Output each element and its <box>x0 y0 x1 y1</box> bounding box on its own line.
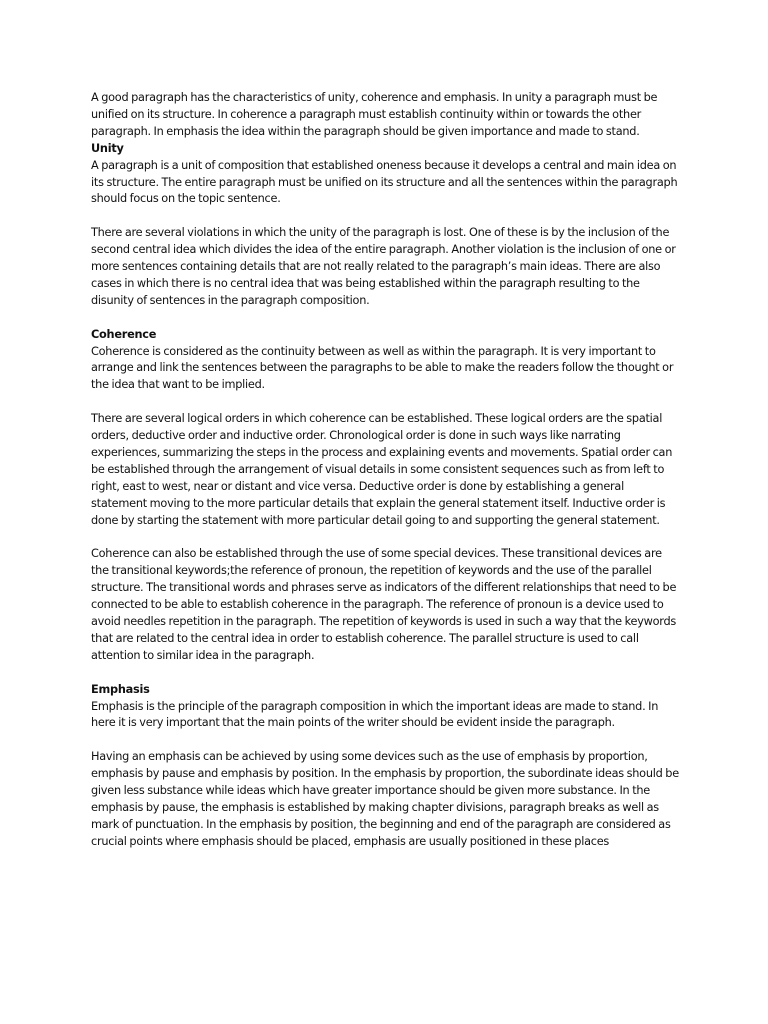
document-page <box>91 90 681 851</box>
paragraph-spacer <box>91 310 681 327</box>
emphasis-heading: Emphasis <box>91 682 150 696</box>
coherence-paragraph-2: There are several logical orders in which coherence can be established. These logical orders are the spatial orders, deductive order and inductive order. Chronological order is done in such ways like narrating experiences, summarizing the steps in the process and explaining events and movements. Spatial order can be established through the arrangement of visual details in some consistent sequences such as from left to right, east to west, near or distant and vice versa. Deductive order is done by establishing a general statement moving to the more particular details that explain the general statement itself. Inductive order is done by starting the statement with more particular detail going to and supporting the general statement. <box>91 412 673 527</box>
paragraph-spacer <box>91 732 681 749</box>
paragraph-spacer <box>91 530 681 547</box>
coherence-heading: Coherence <box>91 327 157 341</box>
paragraph-spacer <box>91 394 681 411</box>
coherence-paragraph-3: Coherence can also be established through the use of some special devices. These transitional devices are the transitional keywords;the reference of pronoun, the repetition of keywords and the use of the parallel structure. The transitional words and phrases serve as indicators of the different relationships that need to be connected to be able to establish coherence in the paragraph. The reference of pronoun is a device used to avoid needles repetition in the paragraph. The repetition of keywords is used in such a way that the keywords that are related to the central idea in order to establish coherence. The parallel structure is used to call attention to similar idea in the paragraph. <box>91 547 677 662</box>
emphasis-paragraph-2: Having an emphasis can be achieved by using some devices such as the use of emphasis by proportion, emphasis by pause and emphasis by position. In the emphasis by proportion, the subordinate ideas should be given less substance while ideas which have greater importance should be given more substance. In the emphasis by pause, the emphasis is established by making chapter divisions, paragraph breaks as well as mark of punctuation. In the emphasis by position, the beginning and end of the paragraph are considered as crucial points where emphasis should be placed, emphasis are usually positioned in these places <box>91 750 679 848</box>
intro-paragraph: A good paragraph has the characteristics of unity, coherence and emphasis. In unity a paragraph must be unified on its structure. In coherence a paragraph must establish continuity within or towards the other paragraph. In emphasis the idea within the paragraph should be given importance and made to stand. <box>91 91 658 138</box>
paragraph-spacer <box>91 665 681 682</box>
unity-heading: Unity <box>91 141 124 155</box>
paragraph-spacer <box>91 208 681 225</box>
unity-paragraph-2: There are several violations in which the unity of the paragraph is lost. One of these is by the inclusion of the second central idea which divides the idea of the entire paragraph. Another violation is the inclusion of one or more sentences containing details that are not really related to the paragraph’s main ideas. There are also cases in which there is no central idea that was being established within the paragraph resulting to the disunity of sentences in the paragraph composition. <box>91 226 676 307</box>
unity-paragraph-1: A paragraph is a unit of composition that established oneness because it develops a central and main idea on its structure. The entire paragraph must be unified on its structure and all the sentences within the paragraph should focus on the topic sentence. <box>91 158 678 206</box>
emphasis-paragraph-1: Emphasis is the principle of the paragraph composition in which the important ideas are made to stand. In here it is very important that the main points of the writer should be evident inside the paragraph. <box>91 699 659 730</box>
coherence-paragraph-1: Coherence is considered as the continuity between as well as within the paragraph. It is very important to arrange and link the sentences between the paragraphs to be able to make the readers follow the thought or the idea that want to be implied. <box>91 344 674 392</box>
